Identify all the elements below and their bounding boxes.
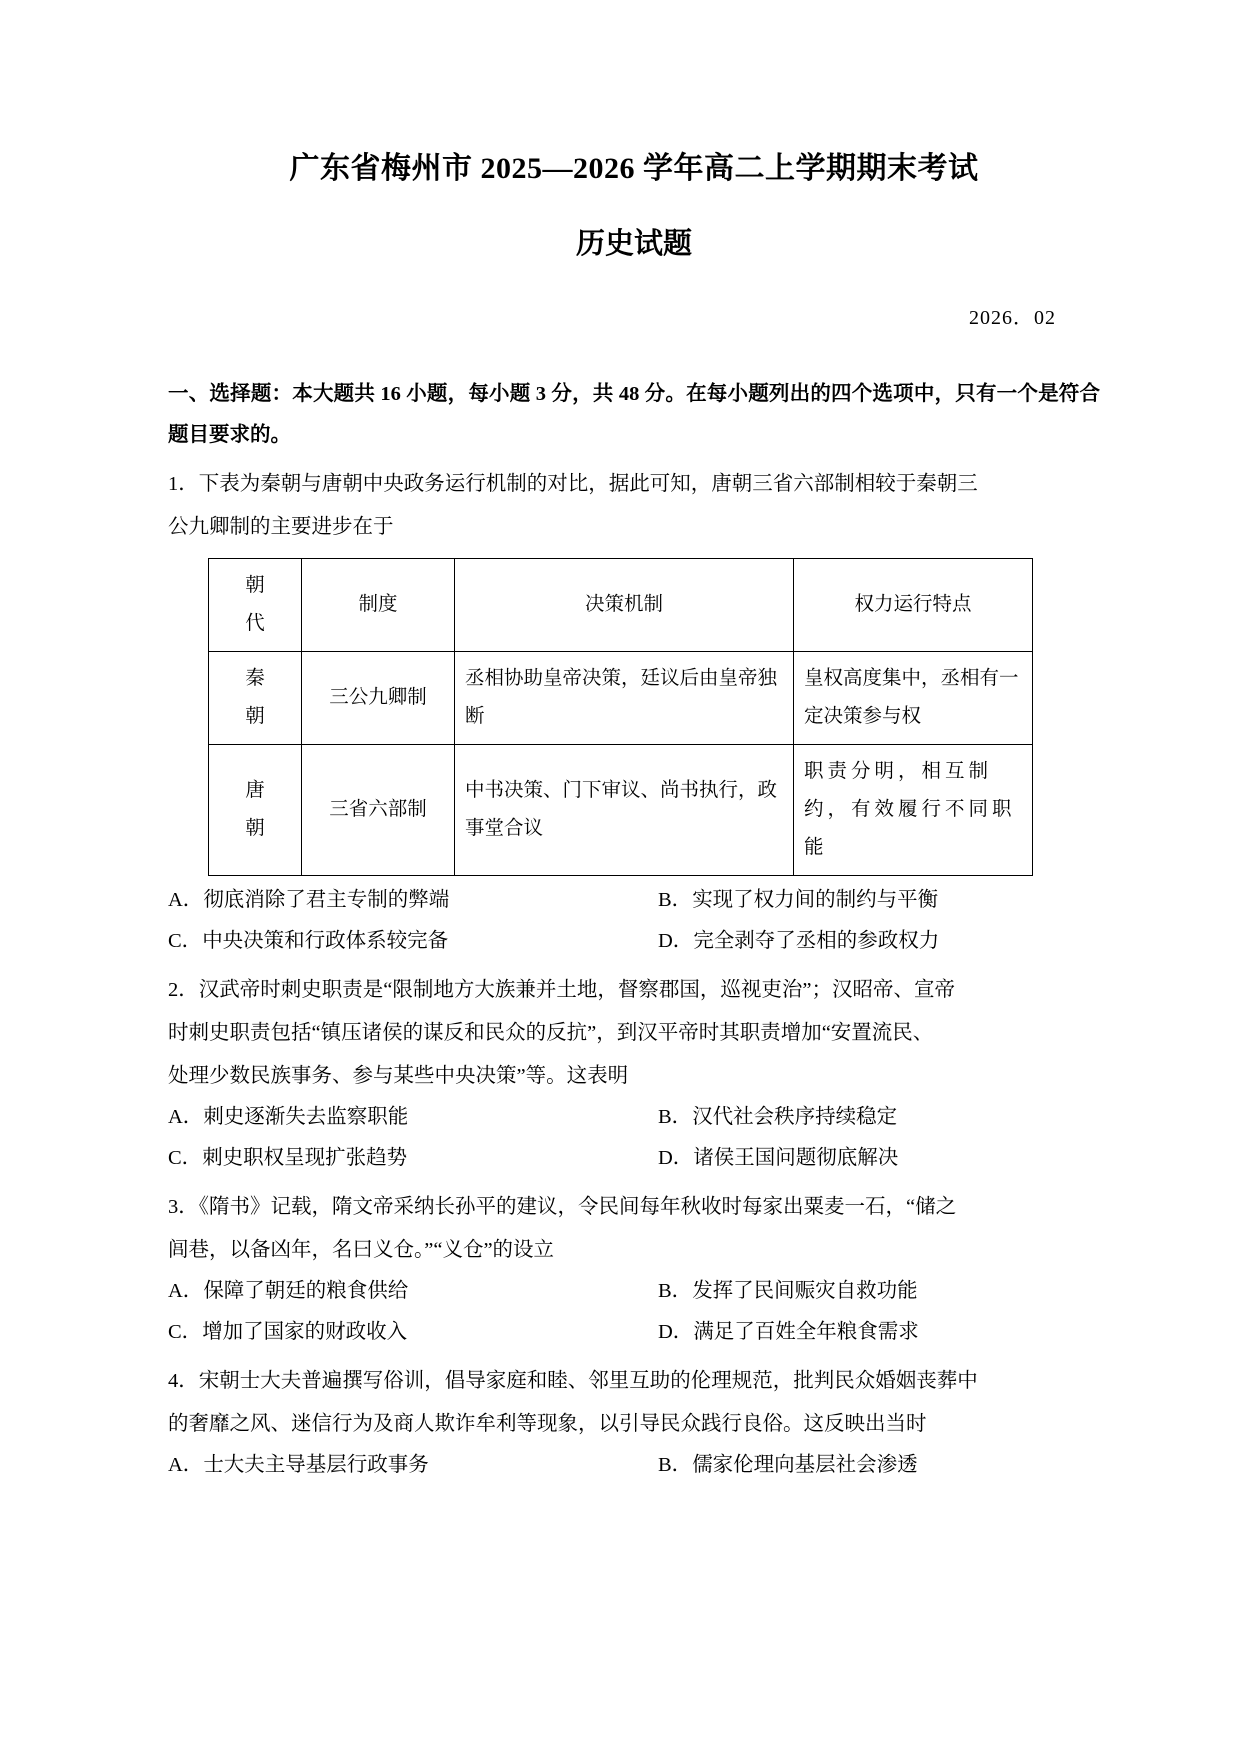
- row-qin-dynasty-line-1: 秦: [245, 667, 265, 689]
- question-3-options-row-2: [168, 1312, 1100, 1353]
- option-letter: D．: [658, 1146, 694, 1169]
- row-tang-feature: 职责分明，相互制约，有效履行不同职能: [794, 744, 1033, 875]
- page-subtitle: 历史试题: [575, 228, 692, 260]
- row-tang-mechanism: 中书决策、门下审议、尚书执行，政事堂合议: [455, 744, 794, 875]
- option-text: 实现了权力间的制约与平衡: [692, 888, 939, 911]
- option-letter: A．: [168, 1453, 204, 1476]
- option-letter: C．: [168, 929, 203, 952]
- row-qin-system: 三公九卿制: [302, 651, 455, 744]
- question-2-option-c[interactable]: [168, 1138, 634, 1179]
- row-qin-dynasty: [209, 651, 302, 744]
- option-letter: D．: [658, 929, 694, 952]
- question-3-stem-line-2: 闾巷，以备凶年，名曰义仓。”“义仓”的设立: [168, 1238, 555, 1261]
- question-4-option-b[interactable]: [634, 1445, 1100, 1486]
- option-text: 保障了朝廷的粮食供给: [203, 1279, 409, 1302]
- exam-date: 2026．02: [969, 306, 1056, 329]
- question-4-stem-line-2: 的奢靡之风、迷信行为及商人欺诈牟利等现象，以引导民众践行良俗。这反映出当时: [168, 1412, 927, 1435]
- row-tang-dynasty: [209, 744, 302, 875]
- question-1-option-a[interactable]: [168, 880, 634, 921]
- option-text: 汉代社会秩序持续稳定: [692, 1105, 898, 1128]
- row-qin-feature: 皇权高度集中，丞相有一定决策参与权: [794, 651, 1033, 744]
- question-3-stem-line-1: 3．《隋书》记载，隋文帝采纳长孙平的建议，令民间每年秋收时每家出粟麦一石，“储之: [168, 1195, 957, 1218]
- header-dynasty-line-1: 朝: [245, 574, 265, 596]
- option-letter: C．: [168, 1146, 203, 1169]
- row-qin-mechanism: 丞相协助皇帝决策，廷议后由皇帝独断: [455, 651, 794, 744]
- section-heading-multiple-choice: 一、选择题：本大题共 16 小题，每小题 3 分，共 48 分。在每小题列出的四个选项中，只有一个是符合题目要求的。: [168, 382, 1100, 446]
- question-1-stem-line-2: 公九卿制的主要进步在于: [168, 515, 394, 538]
- question-1-options-row-1: [168, 880, 1100, 921]
- table-row: [209, 651, 1033, 744]
- option-letter: B．: [658, 1453, 693, 1476]
- option-letter: B．: [658, 888, 693, 911]
- page-title: 广东省梅州市 2025—2026 学年高二上学期期末考试: [289, 152, 979, 185]
- row-tang-dynasty-line-2: 朝: [245, 817, 265, 839]
- option-text: 士大夫主导基层行政事务: [203, 1453, 429, 1476]
- header-feature: 权力运行特点: [794, 558, 1033, 651]
- header-system: 制度: [302, 558, 455, 651]
- question-2-options-row-2: [168, 1138, 1100, 1179]
- question-4-option-a[interactable]: [168, 1445, 634, 1486]
- option-letter: B．: [658, 1105, 693, 1128]
- table-row: [209, 744, 1033, 875]
- question-2-option-b[interactable]: [634, 1097, 1100, 1138]
- question-3-option-c[interactable]: [168, 1312, 634, 1353]
- dynasty-comparison-table: [208, 558, 1033, 876]
- option-text: 满足了百姓全年粮食需求: [693, 1320, 919, 1343]
- question-4-stem-line-1: 4．宋朝士大夫普遍撰写俗训，倡导家庭和睦、邻里互助的伦理规范，批判民众婚姻丧葬中: [168, 1369, 978, 1392]
- question-1-options-row-2: [168, 921, 1100, 962]
- dynasty-comparison-table-wrap: [208, 558, 1100, 876]
- question-2-stem-line-2: 时刺史职责包括“镇压诸侯的谋反和民众的反抗”，到汉平帝时其职责增加“安置流民、: [168, 1021, 934, 1044]
- question-2-option-a[interactable]: [168, 1097, 634, 1138]
- option-letter: A．: [168, 1105, 204, 1128]
- option-text: 诸侯王国问题彻底解决: [693, 1146, 899, 1169]
- question-2-stem-line-1: 2．汉武帝时刺史职责是“限制地方大族兼并土地，督察郡国，巡视吏治”；汉昭帝、宣帝: [168, 978, 955, 1001]
- question-3-option-a[interactable]: [168, 1271, 634, 1312]
- question-2-option-d[interactable]: [634, 1138, 1100, 1179]
- question-3-option-d[interactable]: [634, 1312, 1100, 1353]
- row-qin-dynasty-line-2: 朝: [245, 705, 265, 727]
- question-3-options-row-1: [168, 1271, 1100, 1312]
- option-text: 彻底消除了君主专制的弊端: [203, 888, 450, 911]
- question-1-option-c[interactable]: [168, 921, 634, 962]
- option-letter: D．: [658, 1320, 694, 1343]
- option-text: 儒家伦理向基层社会渗透: [692, 1453, 918, 1476]
- option-letter: A．: [168, 1279, 204, 1302]
- table-header-row: [209, 558, 1033, 651]
- question-2-stem-line-3: 处理少数民族事务、参与某些中央决策”等。这表明: [168, 1064, 629, 1087]
- option-letter: B．: [658, 1279, 693, 1302]
- option-text: 刺史逐渐失去监察职能: [203, 1105, 409, 1128]
- question-1-option-b[interactable]: [634, 880, 1100, 921]
- option-text: 完全剥夺了丞相的参政权力: [693, 929, 940, 952]
- question-4-options-row-1: [168, 1445, 1100, 1486]
- header-dynasty: [209, 558, 302, 651]
- question-1-option-d[interactable]: [634, 921, 1100, 962]
- option-letter: A．: [168, 888, 204, 911]
- option-text: 刺史职权呈现扩张趋势: [202, 1146, 408, 1169]
- option-text: 发挥了民间赈灾自救功能: [692, 1279, 918, 1302]
- row-tang-system: 三省六部制: [302, 744, 455, 875]
- option-text: 中央决策和行政体系较完备: [202, 929, 449, 952]
- header-mechanism: 决策机制: [455, 558, 794, 651]
- header-dynasty-line-2: 代: [245, 612, 265, 634]
- question-2-options-row-1: [168, 1097, 1100, 1138]
- row-tang-dynasty-line-1: 唐: [245, 779, 265, 801]
- question-1-stem-line-1: 1．下表为秦朝与唐朝中央政务运行机制的对比，据此可知，唐朝三省六部制相较于秦朝三: [168, 472, 978, 495]
- option-letter: C．: [168, 1320, 203, 1343]
- question-3-option-b[interactable]: [634, 1271, 1100, 1312]
- option-text: 增加了国家的财政收入: [202, 1320, 408, 1343]
